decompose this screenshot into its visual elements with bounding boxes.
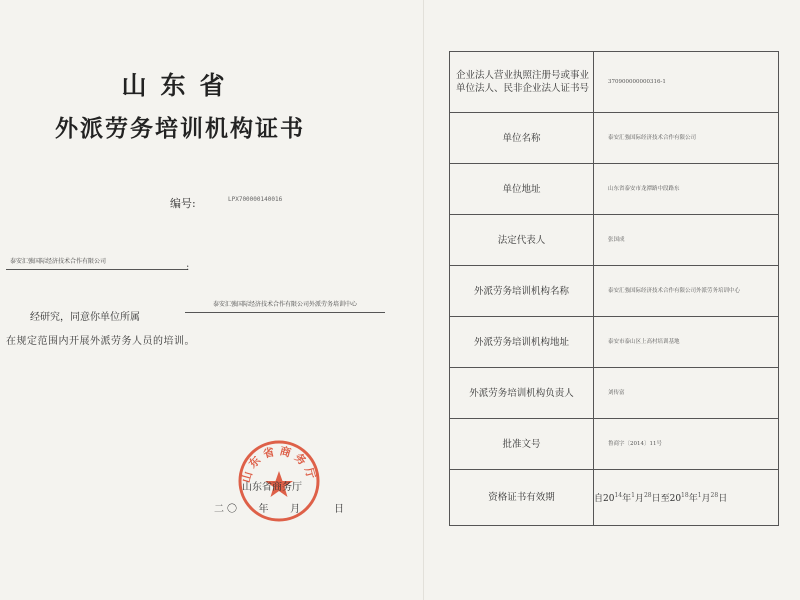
row-label: 单位名称: [450, 113, 594, 164]
row-label: 批准文号: [450, 419, 594, 470]
table-row: [450, 266, 779, 317]
row-value: 370900000000316-1: [594, 52, 779, 113]
table-row: [450, 52, 779, 113]
row-value: 泰安汇強国际经济技术合作有限公司: [594, 113, 779, 164]
validity-to-day: 28: [710, 492, 719, 499]
validity-label: 资格证书有效期: [450, 470, 594, 526]
table-row-validity: [450, 470, 779, 526]
date-prefix: 二〇: [214, 504, 240, 515]
validity-to-month-suffix: 月: [701, 494, 711, 504]
row-value: 山东省泰安市龙潭路中段路东: [594, 164, 779, 215]
table-row: [450, 164, 779, 215]
row-label: 单位地址: [450, 164, 594, 215]
date-day-suffix: 日: [334, 504, 347, 515]
province-heading: 山东省: [121, 71, 239, 100]
number-label: 编号:: [170, 197, 196, 210]
recipient-colon: :: [186, 262, 190, 273]
approval-text-prefix: 经研究，同意你单位所属: [30, 312, 140, 323]
recipient-company: 泰安汇強国际经济技术合作有限公司: [6, 255, 188, 270]
row-label: 外派劳务培训机构地址: [450, 317, 594, 368]
validity-from-year: 14: [614, 492, 623, 499]
date-month-suffix: 月: [290, 504, 304, 515]
number-value: LPX700000140016: [228, 196, 283, 203]
seal-text: 山东省商务厅: [239, 444, 319, 485]
validity-from-prefix: 自20: [594, 494, 615, 504]
row-label: 外派劳务培训机构负责人: [450, 368, 594, 419]
validity-to-year: 18: [681, 492, 689, 499]
row-label: 外派劳务培训机构名称: [450, 266, 594, 317]
table-row: [450, 215, 779, 266]
validity-period: [594, 470, 779, 526]
table-row: [450, 368, 779, 419]
validity-to-month: 1: [697, 492, 702, 499]
issuer-name: 山东省商务厅: [242, 482, 302, 493]
row-label: 法定代表人: [450, 215, 594, 266]
certificate-info-table: [449, 51, 779, 526]
validity-to-day-suffix: 日: [718, 494, 728, 504]
validity-from-year-suffix: 年: [622, 494, 632, 504]
table-row: [450, 317, 779, 368]
row-value: 鲁商字〔2014〕11号: [594, 419, 779, 470]
validity-to-prefix: 日至20: [651, 494, 682, 504]
validity-from-month-suffix: 月: [634, 494, 644, 504]
date-year-suffix: 年: [258, 504, 272, 515]
approval-text-scope: 在规定范围内开展外派劳务人员的培训。: [6, 336, 195, 347]
table-row: [450, 113, 779, 164]
table-row: [450, 419, 779, 470]
validity-from-month: 1: [631, 492, 635, 499]
approved-institution: 泰安汇強国际经济技术合作有限公司外派劳务培训中心: [185, 298, 385, 313]
validity-to-year-suffix: 年: [688, 494, 698, 504]
issue-date: [214, 500, 347, 515]
row-value: 泰安汇強国际经济技术合作有限公司外派劳务培训中心: [594, 266, 779, 317]
row-value: 刘传富: [594, 368, 779, 419]
validity-from-day: 28: [643, 492, 652, 499]
row-value: 张国成: [594, 215, 779, 266]
page-fold: [423, 0, 424, 600]
certificate-title: 外派劳务培训机构证书: [55, 115, 305, 142]
row-label: 企业法人营业执照注册号或事业单位法人、民非企业法人证书号: [450, 52, 594, 113]
row-value: 泰安市泰山区上高村培训基地: [594, 317, 779, 368]
